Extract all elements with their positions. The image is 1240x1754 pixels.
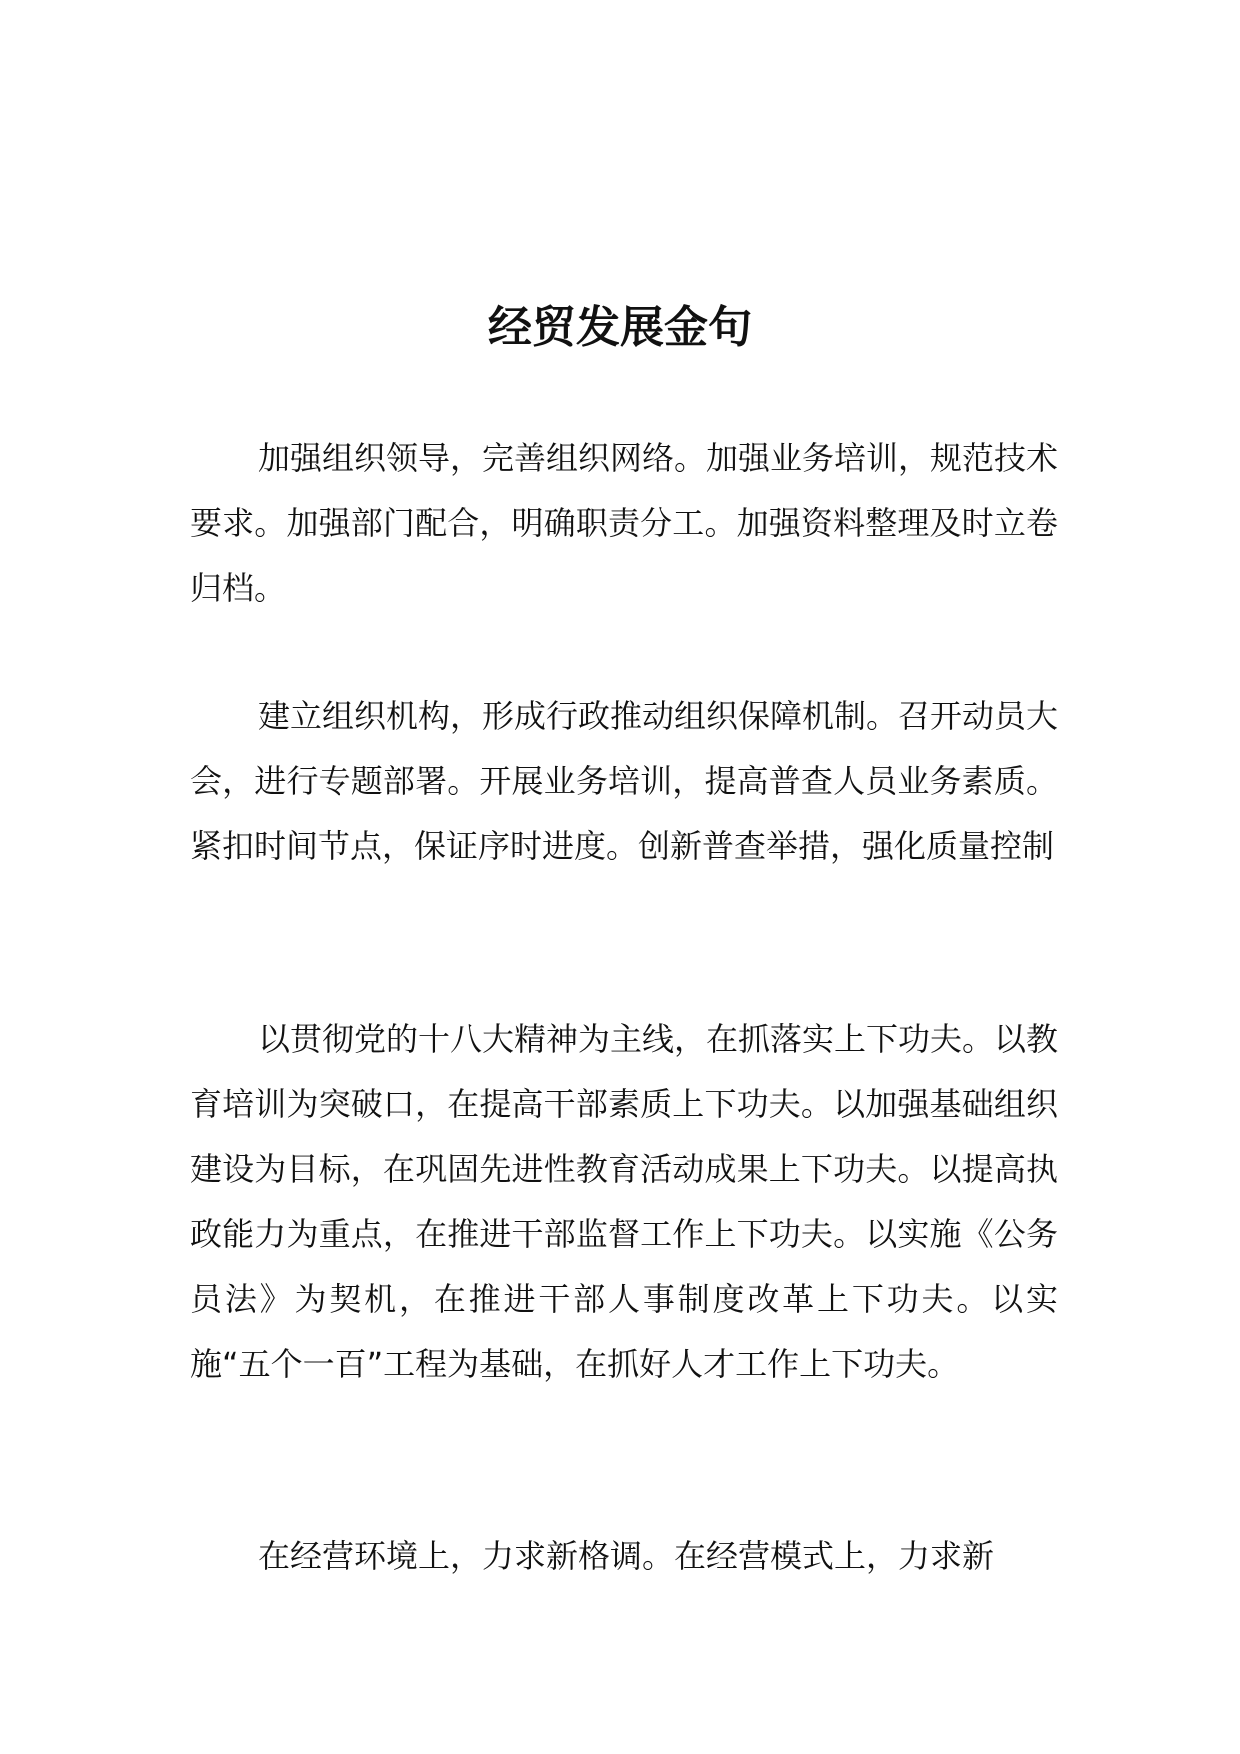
document-title: 经贸发展金句 [488, 302, 752, 353]
paragraph-1: 加强组织领导，完善组织网络。加强业务培训，规范技术要求。加强部门配合，明确职责分工。加强资料整理及时立卷归档。 [190, 439, 1059, 607]
paragraph-3: 以贯彻党的十八大精神为主线，在抓落实上下功夫。以教育培训为突破口，在提高干部素质上下功夫。以加强基础组织建设为目标，在巩固先进性教育活动成果上下功夫。以提高执政能力为重点，在推进干部监督工作上下功夫。以实施《公务员法》为契机，在推进干部人事制度改革上下功夫。以实施“五个一百”工程为基础，在抓好人才工作上下功夫。 [190, 1020, 1059, 1383]
paragraph-4: 在经营环境上，力求新格调。在经营模式上，力求新 [258, 1537, 995, 1575]
paragraph-2: 建立组织机构，形成行政推动组织保障机制。召开动员大会，进行专题部署。开展业务培训，提高普查人员业务素质。紧扣时间节点，保证序时进度。创新普查举措，强化质量控制 [190, 697, 1059, 865]
